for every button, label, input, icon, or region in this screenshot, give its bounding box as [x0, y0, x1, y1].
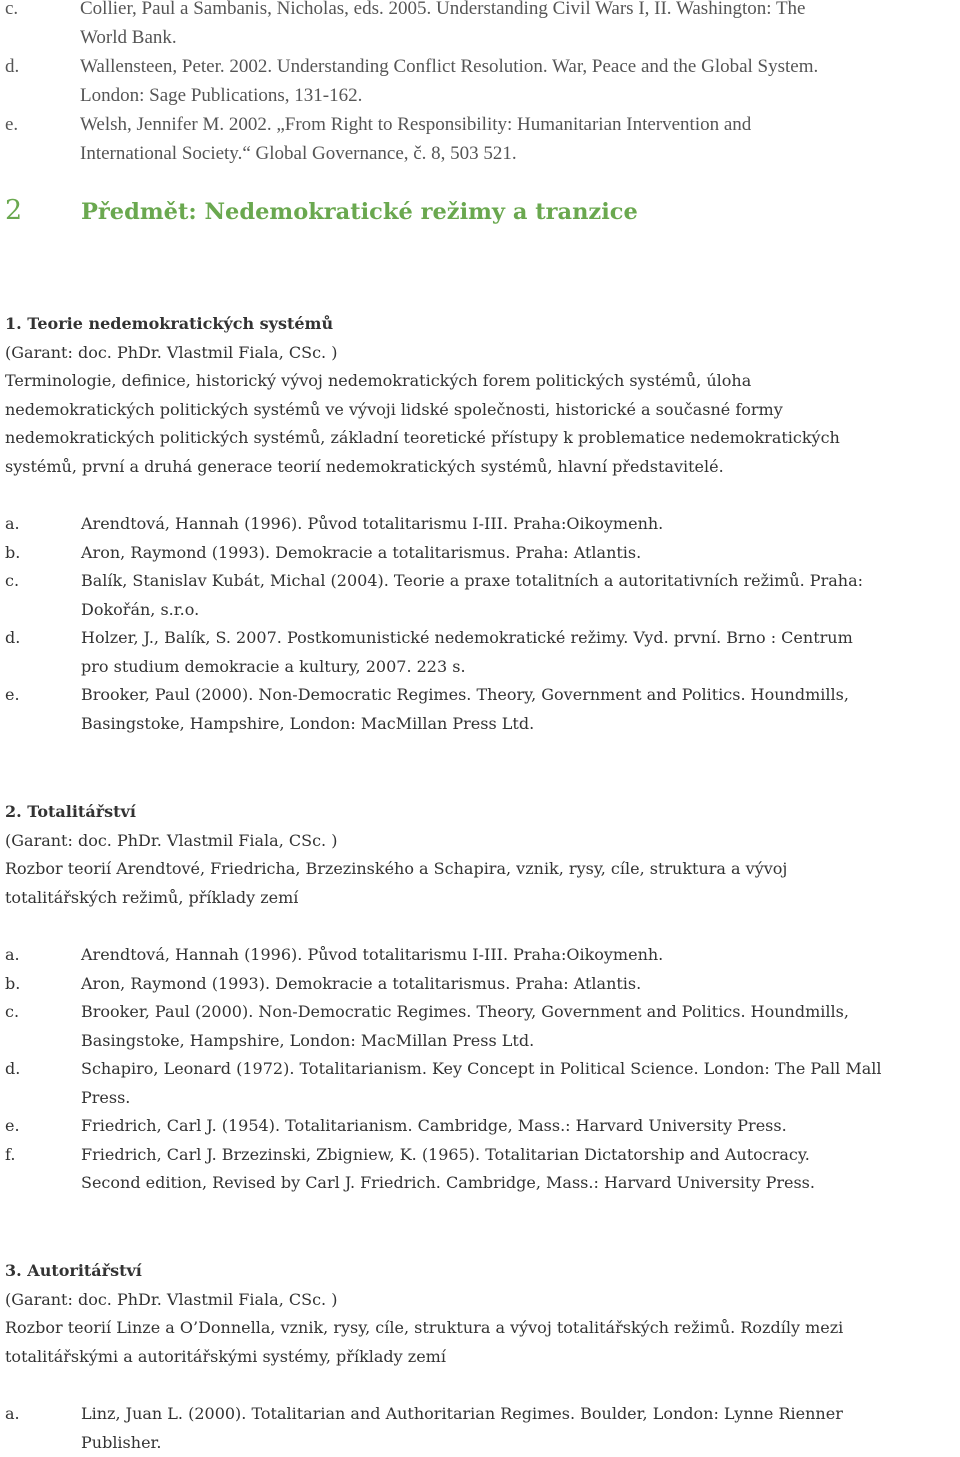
course-3-reference-list	[5, 1400, 960, 1457]
reference-item	[0, 0, 960, 52]
reference-item	[5, 681, 960, 738]
reference-item	[0, 52, 960, 110]
description-line: Rozbor teorií Linze a O’Donnella, vznik, rysy, cíle, struktura a vývoj totalitářských režimů. Rozdíly mezi	[5, 1314, 955, 1343]
reference-line: Collier, Paul a Sambanis, Nicholas, eds. 2005. Understanding Civil Wars I, II. Washington: The	[80, 0, 960, 23]
reference-line: Basingstoke, Hampshire, London: MacMillan Press Ltd.	[81, 710, 960, 739]
reference-label: b.	[5, 970, 20, 999]
reference-line: Friedrich, Carl J. (1954). Totalitarianism. Cambridge, Mass.: Harvard University Press.	[81, 1112, 960, 1141]
reference-line: Welsh, Jennifer M. 2002. „From Right to Responsibility: Humanitarian Intervention and	[80, 110, 960, 139]
section-title: Předmět: Nedemokratické režimy a tranzice	[81, 199, 638, 225]
reference-line: International Society.“ Global Governance, č. 8, 503 521.	[80, 139, 960, 168]
reference-label: a.	[5, 510, 20, 539]
reference-item	[5, 624, 960, 681]
reference-line: Basingstoke, Hampshire, London: MacMillan Press Ltd.	[81, 1027, 960, 1056]
course-2-reference-list	[5, 941, 960, 1198]
reference-line: pro studium demokracie a kultury, 2007. 223 s.	[81, 653, 960, 682]
reference-label: c.	[5, 0, 18, 23]
reference-label: d.	[5, 1055, 20, 1084]
reference-item	[5, 539, 960, 568]
description-line: Rozbor teorií Arendtové, Friedricha, Brzezinského a Schapira, vznik, rysy, cíle, struktura a vývoj	[5, 855, 955, 884]
reference-item	[5, 1055, 960, 1112]
reference-item	[5, 998, 960, 1055]
description-line: totalitářských režimů, příklady zemí	[5, 884, 955, 913]
reference-line: Friedrich, Carl J. Brzezinski, Zbigniew, K. (1965). Totalitarian Dictatorship and Autocracy.	[81, 1141, 960, 1170]
reference-item	[0, 110, 960, 168]
reference-item	[5, 1112, 960, 1141]
reference-line: Linz, Juan L. (2000). Totalitarian and Authoritarian Regimes. Boulder, London: Lynne Rienner	[81, 1400, 960, 1429]
reference-item	[5, 970, 960, 999]
course-description	[5, 855, 955, 912]
course-description	[5, 1314, 955, 1371]
reference-item	[5, 510, 960, 539]
reference-line: Holzer, J., Balík, S. 2007. Postkomunistické nedemokratické režimy. Vyd. první. Brno : Centrum	[81, 624, 960, 653]
reference-item	[5, 567, 960, 624]
course-block-3	[5, 1257, 955, 1371]
reference-label: a.	[5, 1400, 20, 1429]
reference-label: c.	[5, 998, 19, 1027]
reference-label: a.	[5, 941, 20, 970]
reference-line: Brooker, Paul (2000). Non-Democratic Regimes. Theory, Government and Politics. Houndmills,	[81, 998, 960, 1027]
reference-item	[5, 941, 960, 970]
reference-line: Schapiro, Leonard (1972). Totalitarianism. Key Concept in Political Science. London: The Pall Mall	[81, 1055, 960, 1084]
reference-line: Press.	[81, 1084, 960, 1113]
reference-line: Aron, Raymond (1993). Demokracie a totalitarismus. Praha: Atlantis.	[81, 970, 960, 999]
reference-line: Arendtová, Hannah (1996). Původ totalitarismu I-III. Praha:Oikoymenh.	[81, 941, 960, 970]
course-title: 2. Totalitářství	[5, 798, 955, 827]
reference-line: Publisher.	[81, 1429, 960, 1457]
reference-label: b.	[5, 539, 20, 568]
reference-line: Aron, Raymond (1993). Demokracie a totalitarismus. Praha: Atlantis.	[81, 539, 960, 568]
section-number: 2	[5, 195, 22, 226]
top-reference-list	[0, 0, 960, 168]
course-title: 3. Autoritářství	[5, 1257, 955, 1286]
reference-label: f.	[5, 1141, 15, 1170]
reference-label: d.	[5, 52, 19, 81]
course-title: 1. Teorie nedemokratických systémů	[5, 310, 955, 339]
reference-item	[5, 1400, 960, 1457]
course-garant: (Garant: doc. PhDr. Vlastmil Fiala, CSc. )	[5, 1286, 955, 1315]
reference-label: e.	[5, 1112, 20, 1141]
course-description	[5, 367, 955, 481]
reference-line: Dokořán, s.r.o.	[81, 596, 960, 625]
description-line: nedemokratických politických systémů ve vývoji lidské společnosti, historické a současné formy	[5, 396, 955, 425]
description-line: nedemokratických politických systémů, základní teoretické přístupy k problematice nedemokratických	[5, 424, 955, 453]
reference-line: Brooker, Paul (2000). Non-Democratic Regimes. Theory, Government and Politics. Houndmills,	[81, 681, 960, 710]
reference-line: Wallensteen, Peter. 2002. Understanding Conflict Resolution. War, Peace and the Global System.	[80, 52, 960, 81]
course-1-reference-list	[5, 510, 960, 738]
course-garant: (Garant: doc. PhDr. Vlastmil Fiala, CSc. )	[5, 827, 955, 856]
reference-label: d.	[5, 624, 20, 653]
reference-label: c.	[5, 567, 19, 596]
reference-line: World Bank.	[80, 23, 960, 52]
reference-label: e.	[5, 681, 20, 710]
reference-line: Balík, Stanislav Kubát, Michal (2004). Teorie a praxe totalitních a autoritativních režimů. Praha:	[81, 567, 960, 596]
reference-line: London: Sage Publications, 131-162.	[80, 81, 960, 110]
reference-line: Second edition, Revised by Carl J. Friedrich. Cambridge, Mass.: Harvard University Press.	[81, 1169, 960, 1198]
course-block-1	[5, 310, 955, 481]
description-line: totalitářskými a autoritářskými systémy, příklady zemí	[5, 1343, 955, 1372]
course-block-2	[5, 798, 955, 912]
reference-line: Arendtová, Hannah (1996). Původ totalitarismu I-III. Praha:Oikoymenh.	[81, 510, 960, 539]
description-line: Terminologie, definice, historický vývoj nedemokratických forem politických systémů, úloha	[5, 367, 955, 396]
reference-item	[5, 1141, 960, 1198]
reference-label: e.	[5, 110, 18, 139]
course-garant: (Garant: doc. PhDr. Vlastmil Fiala, CSc. )	[5, 339, 955, 368]
description-line: systémů, první a druhá generace teorií nedemokratických systémů, hlavní představitelé.	[5, 453, 955, 482]
